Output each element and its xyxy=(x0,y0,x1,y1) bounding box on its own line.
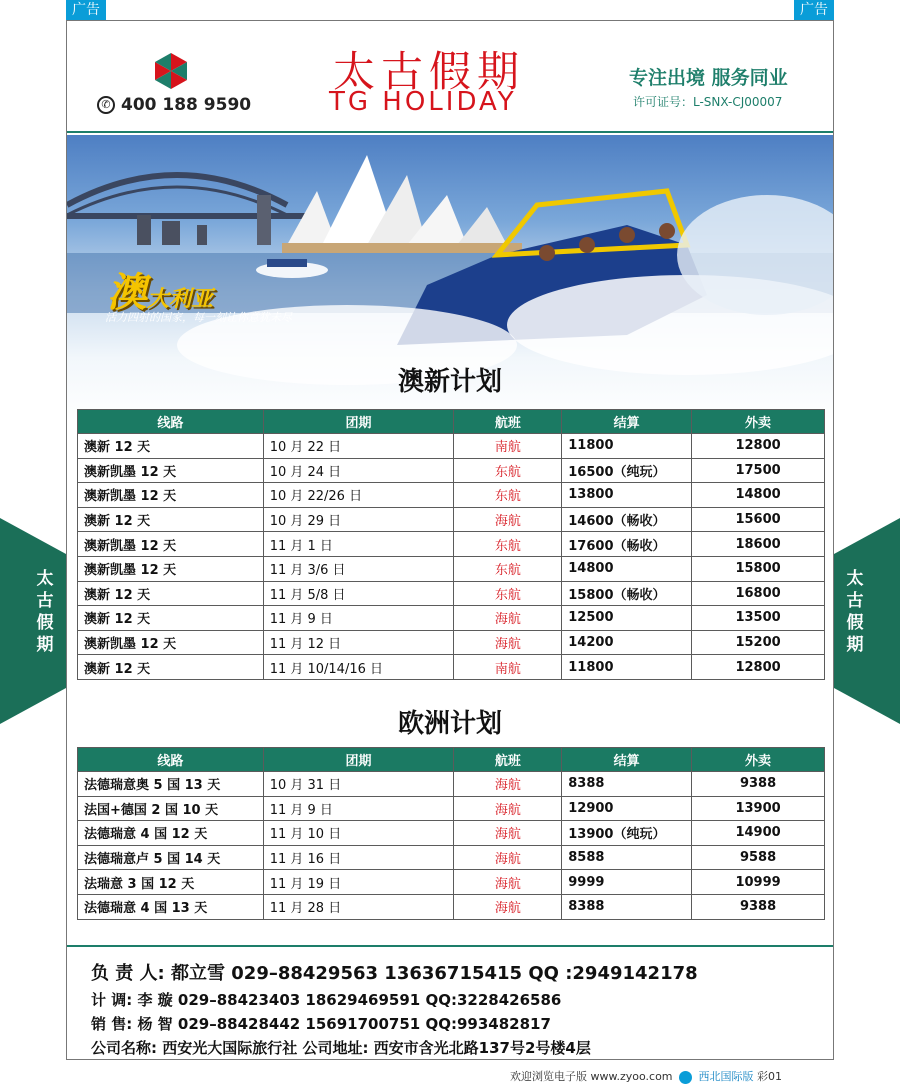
cell-air: 东航 xyxy=(454,532,562,557)
col-dates: 团期 xyxy=(263,748,454,772)
cell-date: 11 月 28 日 xyxy=(263,894,454,919)
cell-date: 11 月 1 日 xyxy=(263,532,454,557)
company-info: 公司名称: 西安光大国际旅行社 公司地址: 西安市含光北路137号2号楼4层 xyxy=(91,1039,591,1057)
cell-route: 澳新 12 天 xyxy=(78,655,264,680)
table-row xyxy=(78,532,825,557)
cell-route: 法德瑞意 4 国 13 天 xyxy=(78,894,264,919)
cell-settle: 12900 xyxy=(562,796,692,821)
slogan: 专注出境 服务同业 xyxy=(629,67,788,89)
cell-date: 11 月 9 日 xyxy=(263,796,454,821)
contact-footer xyxy=(67,945,833,1061)
cell-air: 海航 xyxy=(454,507,562,532)
cell-sell: 16800 xyxy=(692,581,825,606)
cell-sell: 9588 xyxy=(692,845,825,870)
table-row xyxy=(78,434,825,459)
cell-settle: 8388 xyxy=(562,894,692,919)
cell-sell: 9388 xyxy=(692,772,825,797)
cell-route: 法德瑞意 4 国 12 天 xyxy=(78,821,264,846)
col-route: 线路 xyxy=(78,748,264,772)
col-retail: 外卖 xyxy=(692,410,825,434)
europe-section-title: 欧洲计划 xyxy=(397,709,502,739)
cell-date: 10 月 22/26 日 xyxy=(263,483,454,508)
cell-route: 澳新凯墨 12 天 xyxy=(78,556,264,581)
cell-air: 东航 xyxy=(454,581,562,606)
cell-date: 11 月 3/6 日 xyxy=(263,556,454,581)
table-row xyxy=(78,606,825,631)
cell-sell: 15600 xyxy=(692,507,825,532)
cell-route: 法瑞意 3 国 12 天 xyxy=(78,870,264,895)
cell-settle: 14200 xyxy=(562,630,692,655)
cell-sell: 14800 xyxy=(692,483,825,508)
cell-settle: 8588 xyxy=(562,845,692,870)
col-dates: 团期 xyxy=(263,410,454,434)
cell-date: 11 月 5/8 日 xyxy=(263,581,454,606)
license-number: 许可证号：L-SNX-CJ00007 xyxy=(633,95,783,109)
table-row xyxy=(78,630,825,655)
australia-subtitle: 活力四射的国家，每一刻让你意犹未尽 xyxy=(105,311,292,324)
col-settlement: 结算 xyxy=(562,748,692,772)
col-retail: 外卖 xyxy=(692,748,825,772)
cell-route: 法国+德国 2 国 10 天 xyxy=(78,796,264,821)
cell-air: 南航 xyxy=(454,434,562,459)
cell-air: 海航 xyxy=(454,870,562,895)
side-banner-left xyxy=(0,518,66,724)
side-label-left: 太 古 假 期 xyxy=(36,569,54,655)
cell-settle: 9999 xyxy=(562,870,692,895)
cell-air: 海航 xyxy=(454,630,562,655)
cell-air: 海航 xyxy=(454,796,562,821)
cell-sell: 18600 xyxy=(692,532,825,557)
cell-route: 法德瑞意卢 5 国 14 天 xyxy=(78,845,264,870)
cell-settle: 14800 xyxy=(562,556,692,581)
cell-settle: 17600（畅收） xyxy=(562,532,692,557)
cell-sell: 9388 xyxy=(692,894,825,919)
cell-date: 10 月 29 日 xyxy=(263,507,454,532)
cell-air: 海航 xyxy=(454,772,562,797)
table-row xyxy=(78,796,825,821)
cell-sell: 15800 xyxy=(692,556,825,581)
contact-operator: 计 调: 李 璇 029–88423403 18629469591 QQ:3228426586 xyxy=(91,991,562,1009)
col-settlement: 结算 xyxy=(562,410,692,434)
cell-settle: 11800 xyxy=(562,434,692,459)
cell-route: 澳新 12 天 xyxy=(78,606,264,631)
page-number: 彩01 xyxy=(757,1070,783,1083)
bottom-bar xyxy=(510,1068,782,1084)
cell-sell: 15200 xyxy=(692,630,825,655)
cell-settle: 11800 xyxy=(562,655,692,680)
col-airline: 航班 xyxy=(454,748,562,772)
cell-route: 澳新 12 天 xyxy=(78,507,264,532)
cell-date: 10 月 31 日 xyxy=(263,772,454,797)
cell-sell: 13900 xyxy=(692,796,825,821)
cell-date: 11 月 10 日 xyxy=(263,821,454,846)
europe-table xyxy=(77,747,825,920)
cell-settle: 14600（畅收） xyxy=(562,507,692,532)
brand-name-cn: 太古假期 xyxy=(333,47,526,96)
cell-route: 澳新凯墨 12 天 xyxy=(78,483,264,508)
cell-date: 11 月 9 日 xyxy=(263,606,454,631)
brand-name-en: TG HOLIDAY xyxy=(329,87,517,117)
ad-tag-right: 广告 xyxy=(794,0,834,20)
edition-label: 西北国际版 xyxy=(698,1070,754,1083)
cell-air: 东航 xyxy=(454,556,562,581)
cell-air: 海航 xyxy=(454,606,562,631)
cell-air: 海航 xyxy=(454,845,562,870)
cell-settle: 16500（纯玩） xyxy=(562,458,692,483)
cell-settle: 8388 xyxy=(562,772,692,797)
table-header xyxy=(78,748,825,772)
ad-tag-left: 广告 xyxy=(66,0,106,20)
cell-date: 11 月 12 日 xyxy=(263,630,454,655)
phone-icon: ✆ xyxy=(97,96,115,114)
table-row xyxy=(78,655,825,680)
cell-route: 澳新凯墨 12 天 xyxy=(78,458,264,483)
table-row xyxy=(78,821,825,846)
cell-settle: 15800（畅收） xyxy=(562,581,692,606)
cell-settle: 12500 xyxy=(562,606,692,631)
table-row xyxy=(78,845,825,870)
table-row xyxy=(78,894,825,919)
cell-sell: 12800 xyxy=(692,655,825,680)
hotline-number: 400 188 9590 xyxy=(121,95,252,115)
zyoo-logo-icon xyxy=(679,1071,692,1084)
cell-sell: 14900 xyxy=(692,821,825,846)
cell-sell: 12800 xyxy=(692,434,825,459)
hero-banner xyxy=(67,135,833,421)
aus-nz-section-title: 澳新计划 xyxy=(397,367,502,397)
cell-air: 东航 xyxy=(454,483,562,508)
table-row xyxy=(78,483,825,508)
cell-air: 东航 xyxy=(454,458,562,483)
cell-route: 澳新凯墨 12 天 xyxy=(78,532,264,557)
cell-date: 11 月 16 日 xyxy=(263,845,454,870)
cell-date: 11 月 10/14/16 日 xyxy=(263,655,454,680)
cell-route: 澳新 12 天 xyxy=(78,581,264,606)
table-row xyxy=(78,458,825,483)
side-banner-right xyxy=(834,518,900,724)
hotline xyxy=(97,95,251,115)
table-row xyxy=(78,507,825,532)
cell-route: 法德瑞意奥 5 国 13 天 xyxy=(78,772,264,797)
cell-sell: 10999 xyxy=(692,870,825,895)
cell-date: 10 月 22 日 xyxy=(263,434,454,459)
cell-air: 南航 xyxy=(454,655,562,680)
contact-sales: 销 售: 杨 智 029–88428442 15691700751 QQ:993482817 xyxy=(91,1015,551,1033)
tg-logo-icon xyxy=(151,51,191,91)
cell-settle: 13800 xyxy=(562,483,692,508)
cell-route: 澳新 12 天 xyxy=(78,434,264,459)
ad-page xyxy=(66,20,834,1060)
col-airline: 航班 xyxy=(454,410,562,434)
table-row xyxy=(78,556,825,581)
contact-manager: 负 责 人: 都立雪 029–88429563 13636715415 QQ :2949142178 xyxy=(91,963,698,984)
australia-title: 澳大利亚 xyxy=(107,270,214,316)
col-route: 线路 xyxy=(78,410,264,434)
website-note: 欢迎浏览电子版 www.zyoo.com xyxy=(510,1070,673,1083)
cell-date: 10 月 24 日 xyxy=(263,458,454,483)
cell-date: 11 月 19 日 xyxy=(263,870,454,895)
cell-sell: 17500 xyxy=(692,458,825,483)
table-row xyxy=(78,772,825,797)
aus-nz-table xyxy=(77,409,825,680)
table-header xyxy=(78,410,825,434)
cell-route: 澳新凯墨 12 天 xyxy=(78,630,264,655)
cell-air: 海航 xyxy=(454,821,562,846)
cell-sell: 13500 xyxy=(692,606,825,631)
header xyxy=(67,21,833,133)
cell-settle: 13900（纯玩） xyxy=(562,821,692,846)
cell-air: 海航 xyxy=(454,894,562,919)
side-label-right: 太 古 假 期 xyxy=(846,569,864,655)
table-row xyxy=(78,870,825,895)
table-row xyxy=(78,581,825,606)
